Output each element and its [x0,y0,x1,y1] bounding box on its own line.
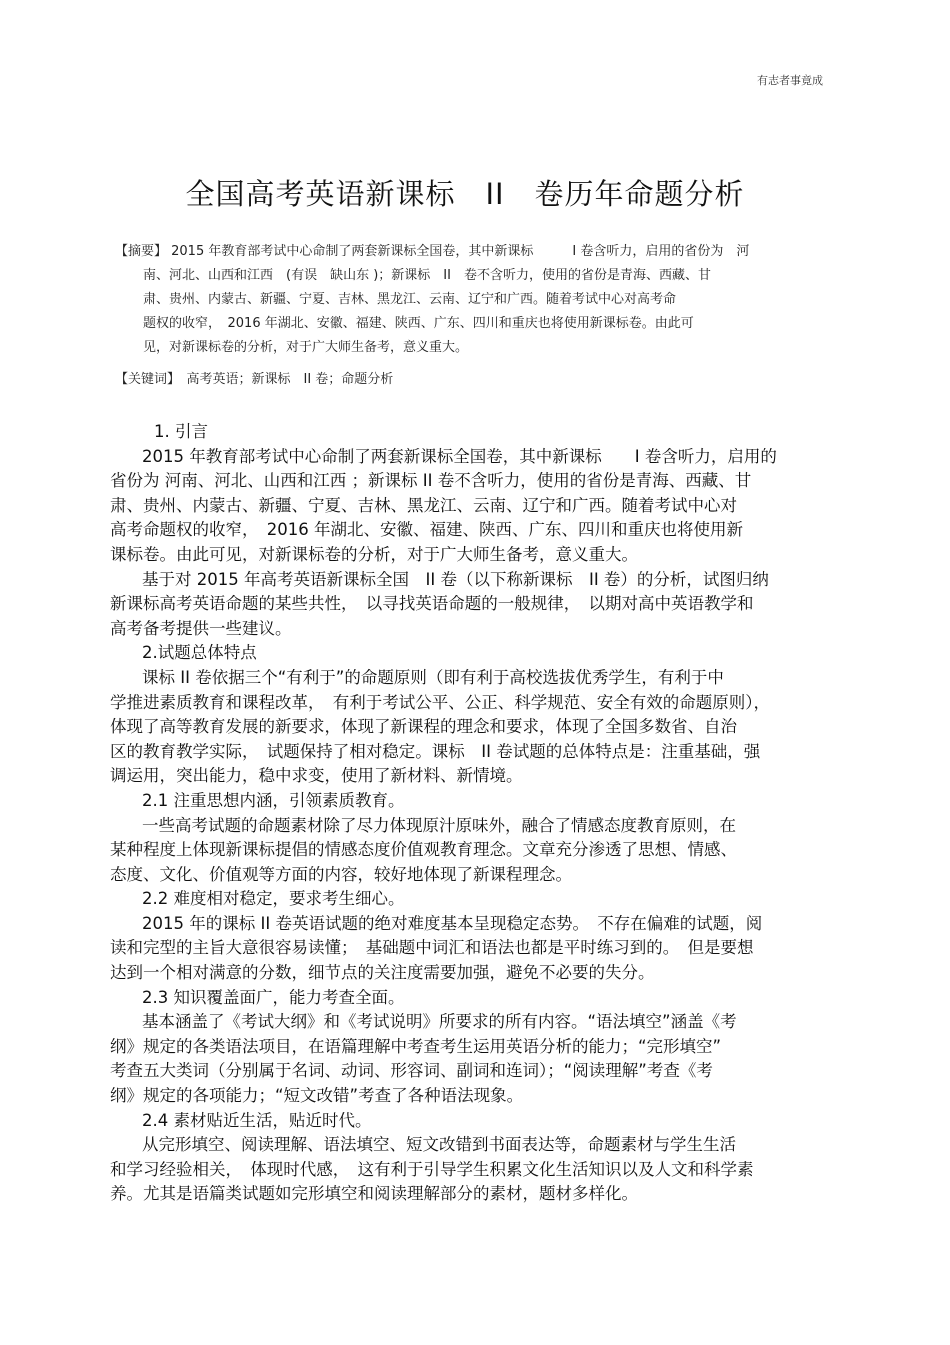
abstract-line: 题权的收窄， 2016 年湖北、安徽、福建、陕西、广东、四川和重庆也将使用新课标卷。由此可 [143,316,694,331]
section-heading: 2.3 知识覆盖面广，能力考查全面。 [142,987,405,1007]
body-line: 高考命题权的收窄， 2016 年湖北、安徽、福建、陕西、广东、四川和重庆也将使用新 [110,520,743,540]
body-line: 一些高考试题的命题素材除了尽力体现原汁原味外，融合了情感态度教育原则，在 [142,815,736,835]
body-line: 肃、贵州、内蒙古、新疆、宁夏、吉林、黑龙江、云南、辽宁和广西。随着考试中心对 [110,495,737,515]
body-line: 纲》规定的各项能力；“短文改错”考查了各种语法现象。 [110,1086,524,1106]
body-line: 从完形填空、阅读理解、语法填空、短文改错到书面表达等，命题素材与学生生活 [142,1135,736,1155]
abstract-line: 【摘要】 2015 年教育部考试中心命制了两套新课标全国卷，其中新课标 I 卷含听力，启用的省份为 河 [115,244,750,259]
document-title: 全国高考英语新课标 II 卷历年命题分析 [185,177,745,211]
body-line: 省份为 河南、河北、山西和江西 ；新课标 II 卷不含听力，使用的省份是青海、西藏、甘 [110,471,752,491]
section-heading: 2.1 注重思想内涵，引领素质教育。 [142,790,405,810]
body-line: 新课标高考英语命题的某些共性， 以寻找英语命题的一般规律， 以期对高中英语教学和 [110,594,754,614]
body-line: 态度、文化、价值观等方面的内容，较好地体现了新课程理念。 [110,864,572,884]
body-line: 课标 II 卷依据三个“有利于”的命题原则（即有利于高校选拔优秀学生，有利于中 [142,667,724,687]
section-heading: 2.试题总体特点 [142,643,257,663]
body-line: 某种程度上体现新课标提倡的情感态度价值观教育理念。文章充分渗透了思想、情感、 [110,840,737,860]
body-text [110,420,830,1207]
body-line: 读和完型的主旨大意很容易读懂； 基础题中词汇和语法也都是平时练习到的。 但是要想 [110,938,754,958]
body-line: 基于对 2015 年高考英语新课标全国 II 卷（以下称新课标 II 卷）的分析，试图归纳 [142,569,769,589]
body-line: 2015 年教育部考试中心命制了两套新课标全国卷，其中新课标 I 卷含听力，启用的 [142,446,777,466]
body-line: 高考备考提供一些建议。 [110,618,292,638]
body-line: 达到一个相对满意的分数，细节点的关注度需要加强，避免不必要的失分。 [110,963,655,983]
abstract [115,240,835,360]
section-heading: 1. 引言 [154,422,208,441]
body-line: 考查五大类词（分别属于名词、动词、形容词、副词和连词）；“阅读理解”考查《考 [110,1061,713,1081]
body-line: 2015 年的课标 II 卷英语试题的绝对难度基本呈现稳定态势。 不存在偏难的试题，阅 [142,913,763,933]
body-line: 和学习经验相关， 体现时代感， 这有利于引导学生积累文化生活知识以及人文和科学素 [110,1159,754,1179]
body-line: 体现了高等教育发展的新要求，体现了新课程的理念和要求，体现了全国多数省、自治 [110,717,737,737]
header-motto: 有志者事竟成 [757,74,823,87]
abstract-line: 肃、贵州、内蒙古、新疆、宁夏、吉林、黑龙江、云南、辽宁和广西。随着考试中心对高考命 [143,292,677,307]
body-line: 基本涵盖了《考试大纲》和《考试说明》所要求的所有内容。“语法填空”涵盖《考 [142,1012,737,1032]
body-line: 纲》规定的各类语法项目，在语篇理解中考查考生运用英语分析的能力；“完形填空” [110,1036,722,1056]
body-line: 课标卷。由此可见，对新课标卷的分析，对于广大师生备考，意义重大。 [110,544,638,564]
keywords: 【关键词】 高考英语；新课标 II 卷；命题分析 [115,372,394,387]
body-line: 养。尤其是语篇类试题如完形填空和阅读理解部分的素材，题材多样化。 [110,1184,638,1204]
abstract-line: 南、河北、山西和江西 (有误 缺山东 )；新课标 II 卷不含听力，使用的省份是青海、西藏、甘 [143,268,711,283]
abstract-line: 见，对新课标卷的分析，对于广大师生备考，意义重大。 [143,340,469,355]
body-line: 学推进素质教育和课程改革， 有利于考试公平、公正、科学规范、安全有效的命题原则）， [110,692,770,712]
section-heading: 2.4 素材贴近生活，贴近时代。 [142,1110,372,1130]
body-line: 区的教育教学实际， 试题保持了相对稳定。课标 II 卷试题的总体特点是：注重基础，强 [110,741,761,761]
section-heading: 2.2 难度相对稳定，要求考生细心。 [142,889,405,909]
body-line: 调运用，突出能力，稳中求变，使用了新材料、新情境。 [110,766,523,786]
